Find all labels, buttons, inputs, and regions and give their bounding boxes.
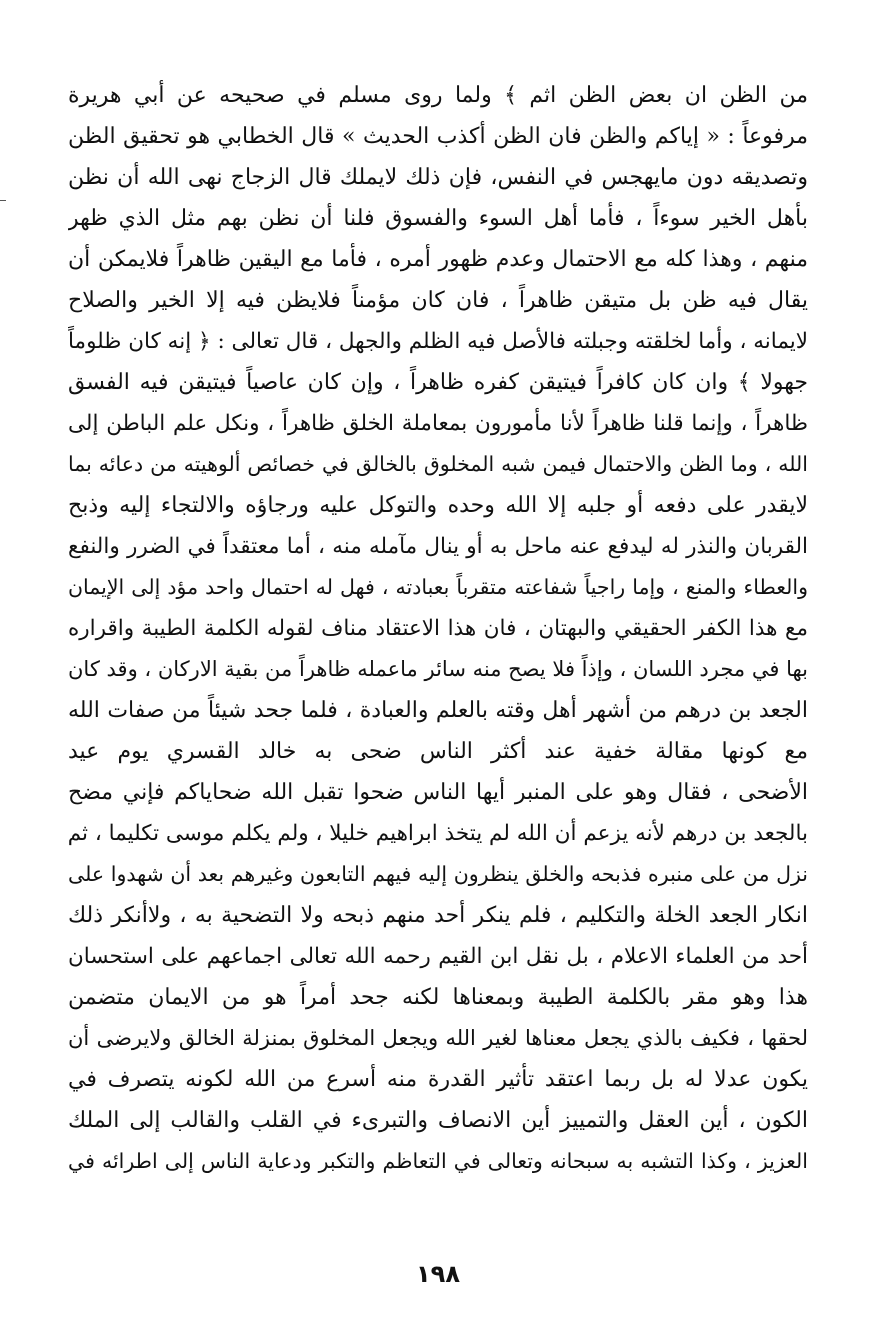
text-line: لايمانه ، وأما لخلقته وجبلته فالأصل فيه الظلم والجهل ، قال تعالى : ﴿ إنه كان ظلوماً [68,329,808,354]
text-line: لايقدر على دفعه أو جلبه إلا الله وحده والتوكل عليه ورجاؤه والالتجاء إليه وذبح [68,493,808,518]
text-line: يقال فيه ظن بل متيقن ظاهراً ، فان كان مؤمناً فلايظن فيه إلا الخير والصلاح [68,288,808,313]
text-line: الأضحى ، فقال وهو على المنبر أيها الناس ضحوا تقبل الله ضحاياكم فإني مضح [68,780,808,805]
text-line: هذا وهو مقر بالكلمة الطيبة وبمعناها لكنه جحد أمراً هو من الايمان متضمن [68,985,808,1010]
text-line: انكار الجعد الخلة والتكليم ، فلم ينكر أحد منهم ذبحه ولا التضحية به ، ولاأنكر ذلك [68,903,808,928]
text-line: جهولا ﴾ وان كان كافراً فيتيقن كفره ظاهراً ، وإن كان عاصياً فيتيقن فيه الفسق [68,370,808,395]
text-line: بأهل الخير سوءاً ، فأما أهل السوء والفسوق فلنا أن نظن بهم مثل الذي ظهر [68,206,808,231]
text-line: مع هذا الكفر الحقيقي والبهتان ، فان هذا الاعتقاد مناف لقوله الكلمة الطيبة واقراره [68,616,808,641]
text-line: ظاهراً ، وإنما قلنا ظاهراً لأنا مأمورون بمعاملة الخلق ظاهراً ، ونكل علم الباطن إلى [68,411,808,436]
text-line: لحقها ، فكيف بالذي يجعل معناها لغير الله ويجعل المخلوق بمنزلة الخالق ولايرضى أن [68,1026,808,1050]
text-line: مرفوعاً : « إياكم والظن فان الظن أكذب الحديث » قال الخطابي هو تحقيق الظن [68,124,808,149]
text-line: العزيز ، وكذا التشبه به سبحانه وتعالى في التعاظم والتكبر ودعاية الناس إلى اطرائه في [68,1149,808,1173]
text-line: والعطاء والمنع ، وإما راجياً شفاعته متقرباً بعبادته ، فهل له احتمال واحد مؤد إلى الإيمان [68,575,808,599]
text-line: الجعد بن درهم من أشهر أهل وقته بالعلم والعبادة ، فلما جحد شيئاً من صفات الله [68,698,808,723]
text-line: الكون ، أين العقل والتمييز أين الانصاف والتبرىء في القلب والقالب إلى الملك [68,1108,808,1133]
page-number: ١٩٨ [416,1260,460,1288]
text-line: مع كونها مقالة خفية عند أكثر الناس ضحى به خالد القسري يوم عيد [68,739,808,764]
text-line: القربان والنذر له ليدفع عنه ماحل به أو ينال مآمله منه ، أما معتقداً في الضرر والنفع [68,534,808,559]
text-line: بها في مجرد اللسان ، وإذاً فلا يصح منه سائر ماعمله ظاهراً من بقية الاركان ، وقد كان [68,657,808,681]
text-line: الله ، وما الظن والاحتمال فيمن شبه المخلوق بالخالق في خصائص ألوهيته من دعائه بما [68,452,808,476]
text-line: وتصديقه دون مايهجس في النفس، فإن ذلك لايملك قال الزجاج نهى الله أن نظن [68,165,808,190]
scan-edge-mark [0,200,6,201]
text-line: أحد من العلماء الاعلام ، بل نقل ابن القيم رحمه الله تعالى اجماعهم على استحسان [68,944,808,969]
body-text [68,75,808,1182]
text-line: منهم ، وهذا كله مع الاحتمال وعدم ظهور أمره ، فأما مع اليقين ظاهراً فلايمكن أن [68,247,808,272]
text-line: نزل من على منبره فذبحه والخلق ينظرون إليه فيهم التابعون وغيرهم بعد أن شهدوا على [68,862,808,886]
text-line: يكون عدلا له بل ربما اعتقد تأثير القدرة منه أسرع من الله لكونه يتصرف في [68,1067,808,1092]
text-line: بالجعد بن درهم لأنه يزعم أن الله لم يتخذ ابراهيم خليلا ، ولم يكلم موسى تكليما ، ثم [68,821,808,846]
text-line: من الظن ان بعض الظن اثم ﴾ ولما روى مسلم في صحيحه عن أبي هريرة [68,83,808,108]
